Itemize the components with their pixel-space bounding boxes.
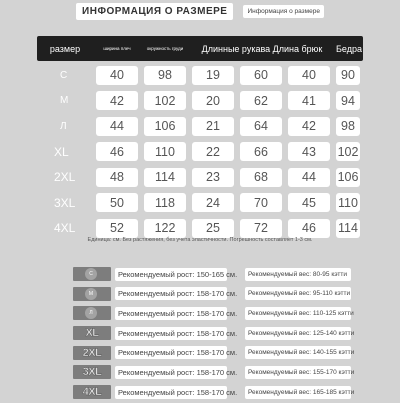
- table-cell: 41: [288, 91, 330, 110]
- size-label: XL: [54, 144, 69, 159]
- size-badge: [73, 346, 111, 360]
- table-cell: 46: [96, 142, 138, 161]
- size-badge: [73, 326, 111, 340]
- size-badge-label: 3XL: [82, 366, 102, 379]
- table-cell: 114: [144, 168, 186, 187]
- list-item: [73, 363, 373, 381]
- table-cell: 98: [144, 66, 186, 85]
- list-item: [73, 285, 373, 303]
- size-badge-label: С: [85, 268, 97, 280]
- table-row: [37, 89, 363, 112]
- header-hip: Бедра: [336, 43, 362, 54]
- table-row: [37, 115, 363, 138]
- table-cell: 70: [240, 193, 282, 212]
- table-cell: 102: [336, 142, 360, 161]
- page-subtitle: Информация о размере: [243, 5, 323, 18]
- height-recommendation: Рекомендуемый рост: 150-165 см.: [115, 268, 227, 281]
- list-item: [73, 304, 373, 322]
- table-cell: 45: [288, 193, 330, 212]
- table-cell: 20: [192, 91, 234, 110]
- size-badge: [73, 385, 111, 399]
- list-item: [73, 265, 373, 283]
- height-recommendation: Рекомендуемый рост: 158-170 см.: [115, 386, 227, 399]
- table-cell: 48: [96, 168, 138, 187]
- weight-recommendation: Рекомендуемый вес: 95-110 кэтти: [245, 287, 351, 300]
- table-cell: 94: [336, 91, 360, 110]
- size-badge-label: 4XL: [82, 386, 102, 399]
- size-badge: [73, 306, 111, 320]
- table-cell: 66: [240, 142, 282, 161]
- size-badge-label: XL: [85, 327, 99, 340]
- table-cell: 25: [192, 219, 234, 238]
- table-cell: 90: [336, 66, 360, 85]
- table-cell: 42: [288, 117, 330, 136]
- table-header: [37, 36, 363, 61]
- table-cell: 64: [240, 117, 282, 136]
- size-label: М: [60, 95, 69, 106]
- table-cell: 22: [192, 142, 234, 161]
- size-label: Л: [60, 120, 67, 132]
- table-cell: 118: [144, 193, 186, 212]
- table-cell: 19: [192, 66, 234, 85]
- height-recommendation: Рекомендуемый рост: 158-170 см.: [115, 366, 227, 379]
- table-cell: 44: [96, 117, 138, 136]
- table-cell: 62: [240, 91, 282, 110]
- table-cell: 110: [336, 193, 360, 212]
- recommendation-list: [73, 265, 373, 403]
- table-cell: 98: [336, 117, 360, 136]
- size-badge: [73, 267, 111, 281]
- table-cell: 46: [288, 219, 330, 238]
- list-item: [73, 324, 373, 342]
- table-cell: 106: [144, 117, 186, 136]
- table-row: [37, 166, 363, 189]
- table-cell: 40: [288, 66, 330, 85]
- height-recommendation: Рекомендуемый рост: 158-170 см.: [115, 327, 227, 340]
- table-cell: 72: [240, 219, 282, 238]
- size-label: 2XL: [54, 170, 76, 184]
- header-chest: окружность груди: [146, 46, 184, 51]
- table-cell: 23: [192, 168, 234, 187]
- height-recommendation: Рекомендуемый рост: 158-170 см.: [115, 307, 227, 320]
- table-cell: 40: [96, 66, 138, 85]
- list-item: [73, 383, 373, 401]
- table-cell: 122: [144, 219, 186, 238]
- weight-recommendation: Рекомендуемый вес: 80-95 кэтти: [245, 268, 351, 281]
- weight-recommendation: Рекомендуемый вес: 140-155 кэтти: [245, 346, 351, 359]
- header-shoulder: ширина плеч: [103, 46, 131, 51]
- table-cell: 106: [336, 168, 360, 187]
- table-row: [37, 191, 363, 214]
- table-cell: 114: [336, 219, 360, 238]
- size-table: [37, 36, 363, 240]
- table-cell: 102: [144, 91, 186, 110]
- header: [0, 0, 400, 22]
- list-item: [73, 344, 373, 362]
- table-row: [37, 64, 363, 87]
- table-cell: 68: [240, 168, 282, 187]
- size-badge-label: Л: [85, 307, 97, 319]
- table-cell: 50: [96, 193, 138, 212]
- header-size: размер: [49, 43, 81, 54]
- size-badge: [73, 287, 111, 301]
- table-row: [37, 140, 363, 163]
- header-sleeve-length: Длинные рукава Длина брюк: [201, 43, 323, 54]
- size-label: 3XL: [54, 195, 76, 210]
- size-badge-label: М: [85, 288, 97, 300]
- table-cell: 52: [96, 219, 138, 238]
- weight-recommendation: Рекомендуемый вес: 165-185 кэтти: [245, 386, 351, 399]
- weight-recommendation: Рекомендуемый вес: 125-140 кэтти: [245, 327, 351, 340]
- table-cell: 21: [192, 117, 234, 136]
- table-cell: 110: [144, 142, 186, 161]
- table-cell: 42: [96, 91, 138, 110]
- size-label: 4XL: [54, 221, 76, 235]
- table-cell: 44: [288, 168, 330, 187]
- table-cell: 60: [240, 66, 282, 85]
- height-recommendation: Рекомендуемый рост: 158-170 см.: [115, 346, 227, 359]
- weight-recommendation: Рекомендуемый вес: 110-125 кэтти: [245, 307, 351, 320]
- size-badge-label: 2XL: [82, 346, 102, 359]
- weight-recommendation: Рекомендуемый вес: 155-170 кэтти: [245, 366, 351, 379]
- table-cell: 24: [192, 193, 234, 212]
- table-cell: 43: [288, 142, 330, 161]
- measurement-note: Единица: см. Без растяжения, без учета эластичности. Погрешность составляет 1-3 см.: [87, 237, 313, 243]
- page-title: ИНФОРМАЦИЯ О РАЗМЕРЕ: [76, 3, 233, 20]
- size-label: С: [60, 69, 68, 81]
- size-badge: [73, 365, 111, 379]
- height-recommendation: Рекомендуемый рост: 158-170 см.: [115, 287, 227, 300]
